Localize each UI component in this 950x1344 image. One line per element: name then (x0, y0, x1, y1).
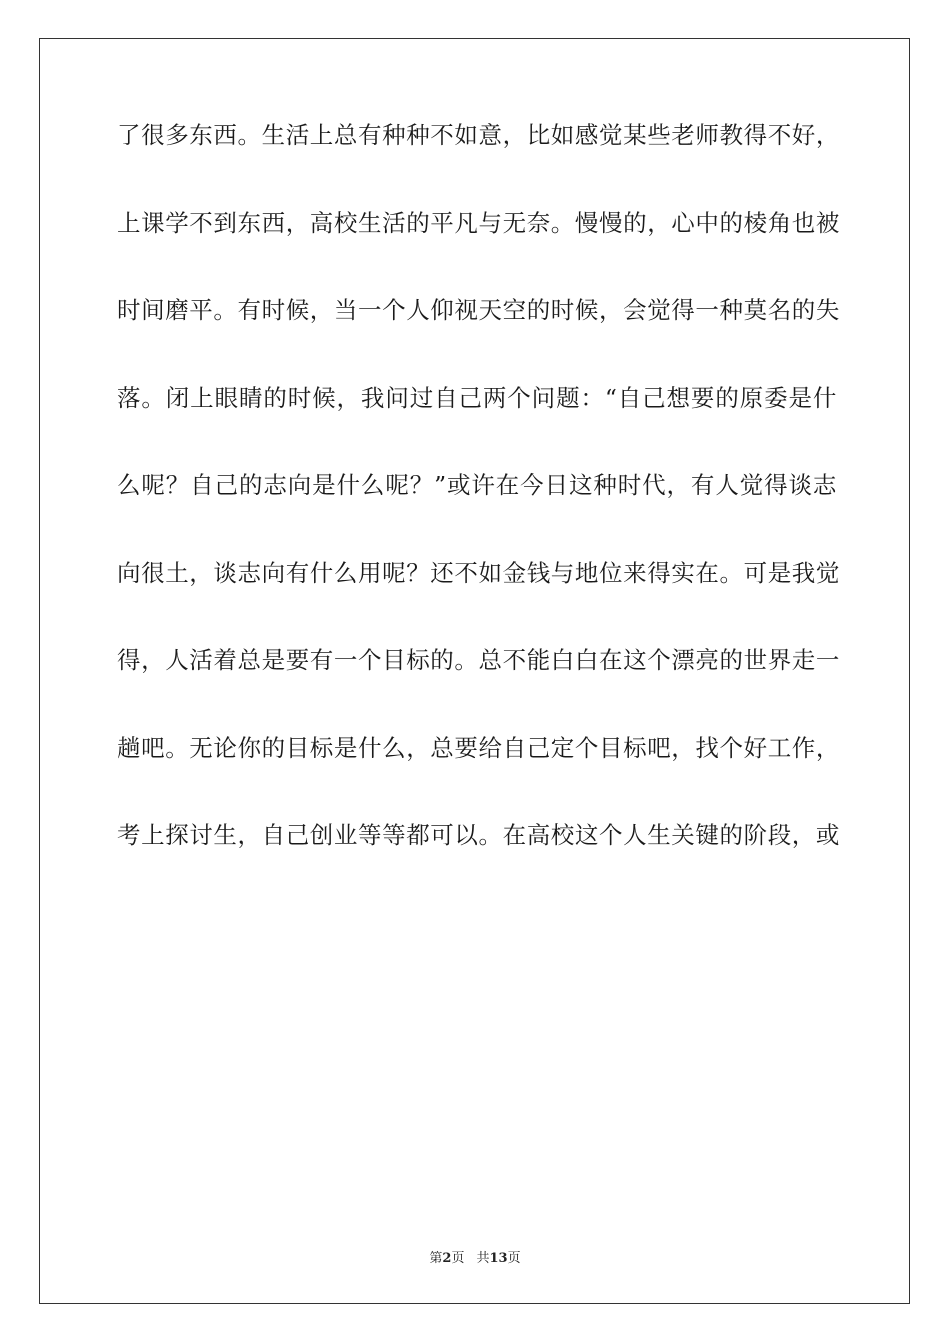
page-number: 2 (442, 1251, 452, 1266)
body-text (117, 110, 840, 898)
text-line: 落。闭上眼睛的时候，我问过自己两个问题：“自己想要的原委是什 (117, 383, 837, 412)
text-line: 上课学不到东西，高校生活的平凡与无奈。慢慢的，心中的棱角也被 (117, 208, 840, 237)
page-suffix: 页 (451, 1251, 465, 1266)
page-prefix: 第 (429, 1251, 443, 1266)
text-line: 向很土，谈志向有什么用呢？还不如金钱与地位来得实在。可是我觉 (117, 558, 840, 587)
text-line: 得，人活着总是要有一个目标的。总不能白白在这个漂亮的世界走一 (117, 646, 840, 674)
text-line: 考上探讨生，自己创业等等都可以。在高校这个人生关键的阶段，或 (117, 821, 840, 849)
text-line: 时间磨平。有时候，当一个人仰视天空的时候，会觉得一种莫名的失 (117, 296, 840, 324)
page-footer (0, 1247, 950, 1266)
total-suffix: 页 (507, 1251, 521, 1266)
total-prefix: 共 (476, 1251, 490, 1266)
text-line: 趟吧。无论你的目标是什么，总要给自己定个目标吧，找个好工作， (117, 733, 840, 762)
text-line: 么呢？自己的志向是什么呢？”或许在今日这种时代，有人觉得谈志 (117, 471, 837, 499)
text-line: 了很多东西。生活上总有种种不如意，比如感觉某些老师教得不好， (117, 121, 840, 149)
total-pages: 13 (489, 1251, 508, 1266)
